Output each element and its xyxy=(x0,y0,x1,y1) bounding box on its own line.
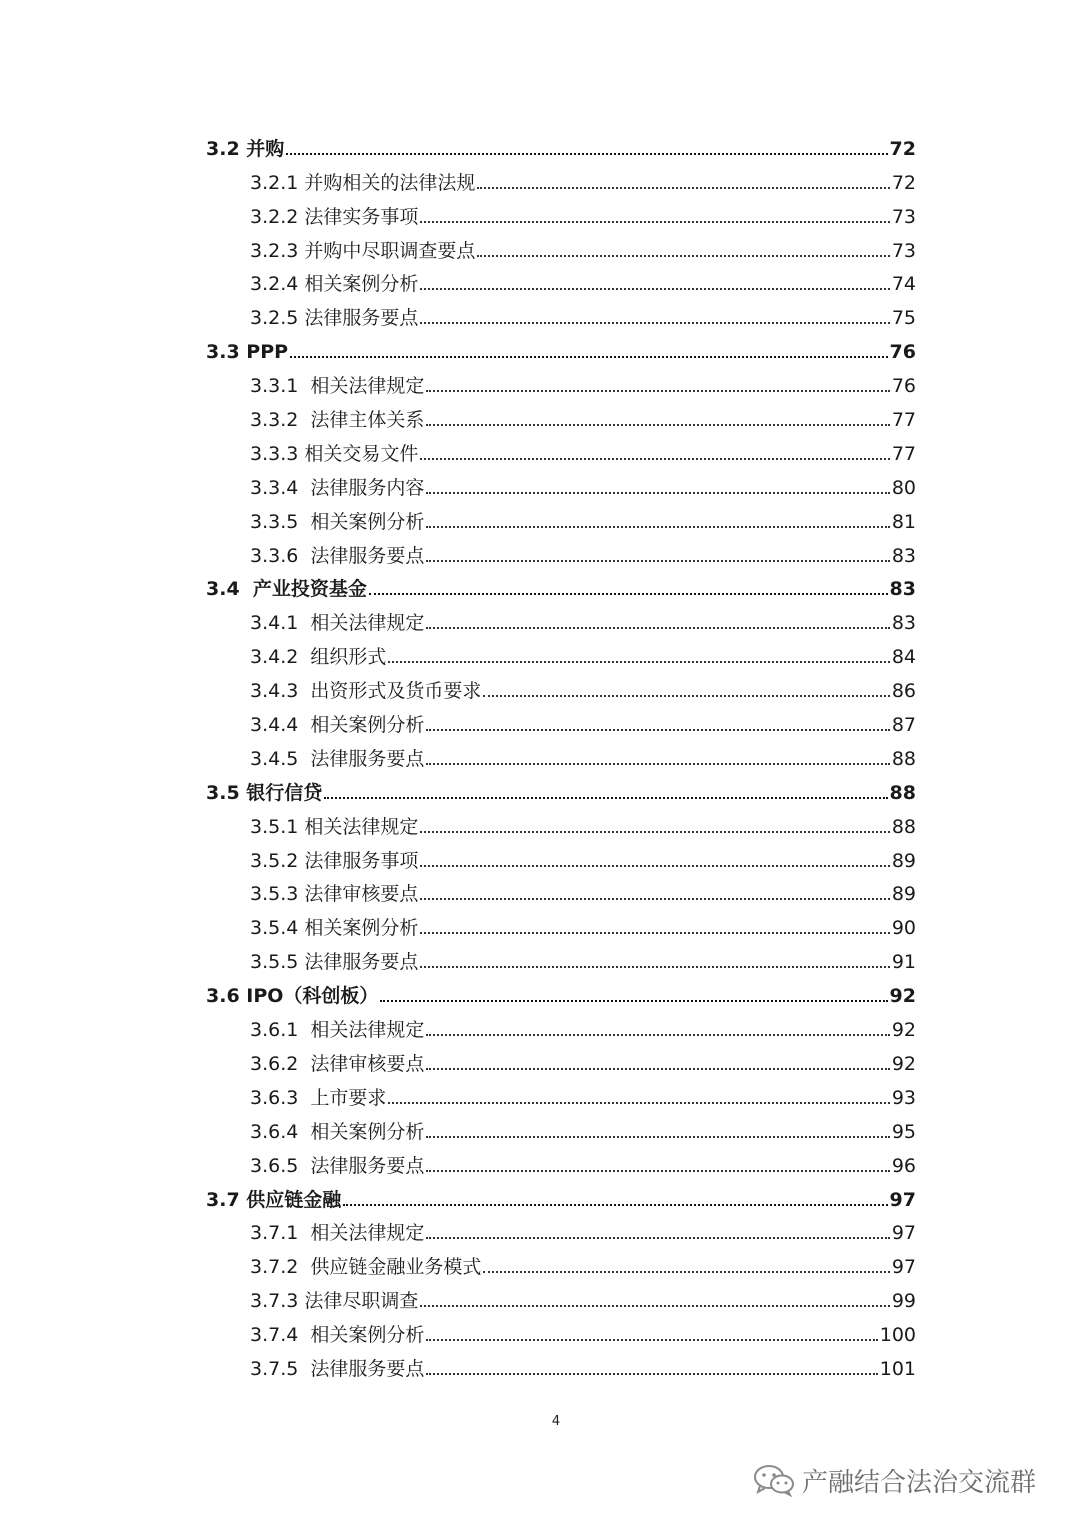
toc-entry-title: 3.5.5 法律服务要点 xyxy=(250,951,419,974)
dot-leader xyxy=(426,1136,889,1138)
toc-entry-page: 97 xyxy=(891,1222,916,1245)
dot-leader xyxy=(369,593,888,595)
toc-entry-page: 83 xyxy=(891,612,916,635)
toc-subsection-entry[interactable] xyxy=(0,639,1080,673)
toc-entry-page: 73 xyxy=(891,239,916,262)
dot-leader xyxy=(426,560,889,562)
toc-subsection-entry[interactable] xyxy=(0,504,1080,538)
toc-section-entry[interactable] xyxy=(0,978,1080,1012)
toc-entry-page: 99 xyxy=(891,1290,916,1313)
toc-entry-title: 3.5.3 法律审核要点 xyxy=(250,883,419,906)
toc-entry-page: 92 xyxy=(891,1052,916,1075)
toc-section-entry[interactable] xyxy=(0,334,1080,368)
toc-entry-page: 100 xyxy=(879,1324,916,1347)
dot-leader xyxy=(388,1102,889,1104)
toc-entry-title: 3.7.1 相关法律规定 xyxy=(250,1222,425,1245)
toc-entry-page: 95 xyxy=(891,1120,916,1143)
toc-subsection-entry[interactable] xyxy=(0,165,1080,199)
dot-leader xyxy=(286,153,887,155)
dot-leader xyxy=(420,865,889,867)
watermark xyxy=(752,1460,1036,1500)
toc-subsection-entry[interactable] xyxy=(0,1216,1080,1250)
dot-leader xyxy=(420,966,889,968)
toc-entry-title: 3.7.2 供应链金融业务模式 xyxy=(250,1256,482,1279)
wechat-icon xyxy=(752,1463,796,1497)
toc-subsection-entry[interactable] xyxy=(0,233,1080,267)
toc-entry-title: 3.3.4 法律服务内容 xyxy=(250,476,425,499)
dot-leader xyxy=(420,322,889,324)
toc-entry-page: 89 xyxy=(891,849,916,872)
toc-entry-page: 97 xyxy=(889,1188,916,1211)
dot-leader xyxy=(426,1373,877,1375)
toc-subsection-entry[interactable] xyxy=(0,877,1080,911)
toc-subsection-entry[interactable] xyxy=(0,707,1080,741)
dot-leader xyxy=(483,1271,889,1273)
toc-entry-page: 92 xyxy=(891,1019,916,1042)
toc-entry-page: 88 xyxy=(889,781,916,804)
dot-leader xyxy=(426,627,889,629)
toc-entry-title: 3.4.5 法律服务要点 xyxy=(250,747,425,770)
toc-subsection-entry[interactable] xyxy=(0,741,1080,775)
toc-entry-title: 3.4.1 相关法律规定 xyxy=(250,612,425,635)
toc-entry-page: 86 xyxy=(891,680,916,703)
toc-subsection-entry[interactable] xyxy=(0,300,1080,334)
toc-subsection-entry[interactable] xyxy=(0,843,1080,877)
toc-entry-page: 88 xyxy=(891,747,916,770)
toc-entry-title: 3.4 产业投资基金 xyxy=(206,578,367,601)
toc-subsection-entry[interactable] xyxy=(0,1283,1080,1317)
toc-entry-title: 3.2.2 法律实务事项 xyxy=(250,205,419,228)
toc-entry-title: 3.5 银行信贷 xyxy=(206,781,323,804)
dot-leader xyxy=(420,831,889,833)
dot-leader xyxy=(426,763,889,765)
toc-section-entry[interactable] xyxy=(0,1182,1080,1216)
dot-leader xyxy=(426,424,889,426)
toc-subsection-entry[interactable] xyxy=(0,1012,1080,1046)
toc-entry-page: 76 xyxy=(891,375,916,398)
dot-leader xyxy=(324,797,887,799)
toc-entry-title: 3.3.5 相关案例分析 xyxy=(250,510,425,533)
toc-entry-title: 3.2 并购 xyxy=(206,137,285,160)
toc-subsection-entry[interactable] xyxy=(0,1080,1080,1114)
dot-leader xyxy=(420,288,889,290)
toc-entry-title: 3.4.4 相关案例分析 xyxy=(250,714,425,737)
toc-entry-page: 90 xyxy=(891,917,916,940)
toc-entry-title: 3.7.4 相关案例分析 xyxy=(250,1324,425,1347)
toc-subsection-entry[interactable] xyxy=(0,1249,1080,1283)
toc-entry-page: 74 xyxy=(891,273,916,296)
dot-leader xyxy=(343,1204,887,1206)
toc-subsection-entry[interactable] xyxy=(0,1114,1080,1148)
toc-entry-page: 96 xyxy=(891,1154,916,1177)
toc-entry-page: 87 xyxy=(891,714,916,737)
dot-leader xyxy=(477,187,889,189)
toc-subsection-entry[interactable] xyxy=(0,1148,1080,1182)
toc-subsection-entry[interactable] xyxy=(0,605,1080,639)
toc-entry-page: 83 xyxy=(889,578,916,601)
dot-leader xyxy=(420,898,889,900)
dot-leader xyxy=(290,356,887,358)
toc-entry-title: 3.5.1 相关法律规定 xyxy=(250,815,419,838)
toc-subsection-entry[interactable] xyxy=(0,368,1080,402)
toc-subsection-entry[interactable] xyxy=(0,436,1080,470)
toc-entry-page: 75 xyxy=(891,307,916,330)
toc-entry-page: 92 xyxy=(889,985,916,1008)
toc-subsection-entry[interactable] xyxy=(0,538,1080,572)
toc-entry-title: 3.3 PPP xyxy=(206,341,289,364)
toc-entry-title: 3.6.4 相关案例分析 xyxy=(250,1120,425,1143)
toc-subsection-entry[interactable] xyxy=(0,910,1080,944)
toc-entry-title: 3.2.4 相关案例分析 xyxy=(250,273,419,296)
toc-entry-page: 80 xyxy=(891,476,916,499)
dot-leader xyxy=(426,1034,889,1036)
toc-entry-title: 3.6.1 相关法律规定 xyxy=(250,1019,425,1042)
toc-subsection-entry[interactable] xyxy=(0,673,1080,707)
toc-entry-page: 89 xyxy=(891,883,916,906)
toc-entry-page: 72 xyxy=(891,171,916,194)
toc-section-entry[interactable] xyxy=(0,775,1080,809)
toc-entry-title: 3.4.3 出资形式及货币要求 xyxy=(250,680,482,703)
toc-entry-title: 3.3.6 法律服务要点 xyxy=(250,544,425,567)
page-number: 4 xyxy=(551,1414,561,1429)
toc-entry-title: 3.6 IPO（科创板） xyxy=(206,985,379,1008)
toc-entry-title: 3.3.1 相关法律规定 xyxy=(250,375,425,398)
toc-entry-title: 3.2.5 法律服务要点 xyxy=(250,307,419,330)
toc-entry-page: 72 xyxy=(889,137,916,160)
toc-entry-page: 77 xyxy=(891,442,916,465)
dot-leader xyxy=(420,1305,889,1307)
toc-entry-page: 77 xyxy=(891,409,916,432)
toc-subsection-entry[interactable] xyxy=(0,470,1080,504)
dot-leader xyxy=(420,221,889,223)
toc-entry-page: 76 xyxy=(889,341,916,364)
dot-leader xyxy=(420,458,889,460)
dot-leader xyxy=(426,1068,889,1070)
dot-leader xyxy=(426,729,889,731)
toc-entry-title: 3.2.3 并购中尽职调查要点 xyxy=(250,239,476,262)
toc-entry-page: 73 xyxy=(891,205,916,228)
toc-entry-title: 3.3.2 法律主体关系 xyxy=(250,409,425,432)
toc-entry-page: 97 xyxy=(891,1256,916,1279)
dot-leader xyxy=(426,390,889,392)
dot-leader xyxy=(380,1000,887,1002)
toc-subsection-entry[interactable] xyxy=(0,1317,1080,1351)
toc-entry-page: 84 xyxy=(891,646,916,669)
toc-entry-title: 3.5.4 相关案例分析 xyxy=(250,917,419,940)
toc-subsection-entry[interactable] xyxy=(0,1351,1080,1385)
toc-entry-title: 3.7.5 法律服务要点 xyxy=(250,1357,425,1380)
dot-leader xyxy=(426,526,889,528)
dot-leader xyxy=(426,1339,877,1341)
toc-entry-page: 88 xyxy=(891,815,916,838)
table-of-contents xyxy=(0,131,1080,1385)
dot-leader xyxy=(426,492,889,494)
toc-entry-title: 3.6.2 法律审核要点 xyxy=(250,1052,425,1075)
toc-entry-title: 3.5.2 法律服务事项 xyxy=(250,849,419,872)
toc-entry-title: 3.6.3 上市要求 xyxy=(250,1086,387,1109)
toc-entry-page: 91 xyxy=(891,951,916,974)
toc-subsection-entry[interactable] xyxy=(0,944,1080,978)
toc-subsection-entry[interactable] xyxy=(0,1046,1080,1080)
toc-subsection-entry[interactable] xyxy=(0,809,1080,843)
toc-entry-page: 81 xyxy=(891,510,916,533)
toc-subsection-entry[interactable] xyxy=(0,402,1080,436)
toc-entry-title: 3.6.5 法律服务要点 xyxy=(250,1154,425,1177)
watermark-text: 产融结合法治交流群 xyxy=(802,1467,1037,1498)
dot-leader xyxy=(388,661,889,663)
dot-leader xyxy=(426,1237,889,1239)
toc-entry-page: 101 xyxy=(879,1357,916,1380)
dot-leader xyxy=(426,1170,889,1172)
toc-subsection-entry[interactable] xyxy=(0,199,1080,233)
toc-entry-page: 83 xyxy=(891,544,916,567)
toc-entry-page: 93 xyxy=(891,1086,916,1109)
toc-section-entry[interactable] xyxy=(0,131,1080,165)
toc-entry-title: 3.4.2 组织形式 xyxy=(250,646,387,669)
toc-entry-title: 3.3.3 相关交易文件 xyxy=(250,442,419,465)
dot-leader xyxy=(477,255,889,257)
toc-entry-title: 3.2.1 并购相关的法律法规 xyxy=(250,171,476,194)
toc-entry-title: 3.7 供应链金融 xyxy=(206,1188,342,1211)
toc-section-entry[interactable] xyxy=(0,572,1080,606)
toc-subsection-entry[interactable] xyxy=(0,267,1080,301)
dot-leader xyxy=(483,695,889,697)
toc-entry-title: 3.7.3 法律尽职调查 xyxy=(250,1290,419,1313)
dot-leader xyxy=(420,932,889,934)
